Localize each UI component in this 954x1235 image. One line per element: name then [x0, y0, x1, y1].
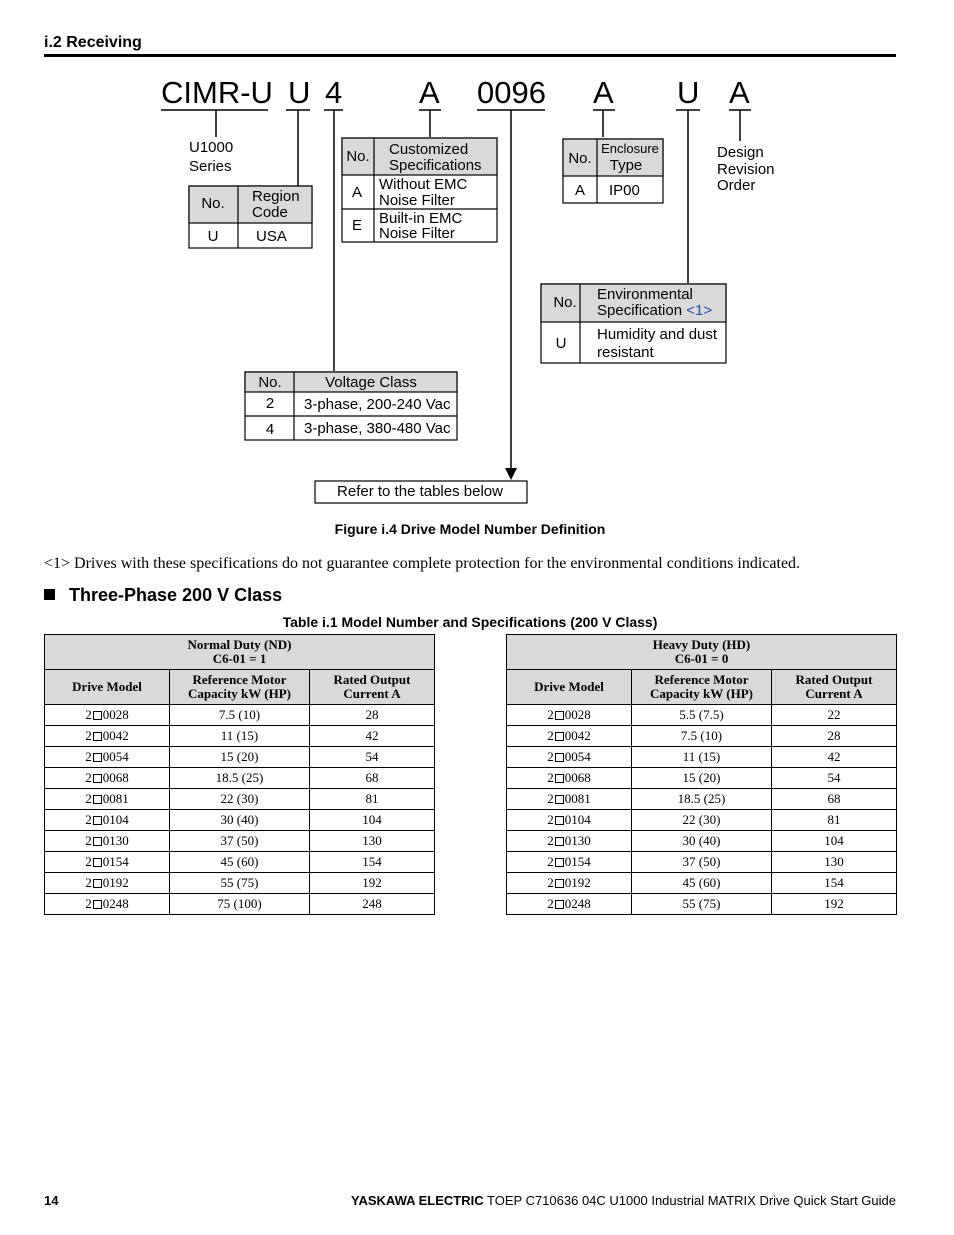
section-header: i.2 Receiving: [44, 34, 142, 51]
drive-model-cell: 2 0054: [507, 747, 632, 768]
drive-model-cell: 2 0028: [45, 705, 170, 726]
nd-col-capacity: Reference Motor Capacity kW (HP): [170, 670, 310, 705]
drive-model-cell: 2 0081: [507, 789, 632, 810]
svg-text:Enclosure: Enclosure: [601, 141, 659, 156]
svg-text:Specifications: Specifications: [389, 157, 482, 174]
placeholder-box-icon: [555, 816, 564, 825]
svg-text:Noise Filter: Noise Filter: [379, 192, 455, 209]
svg-text:A: A: [351, 184, 363, 201]
hd-group-header: Heavy Duty (HD) C6-01 = 0: [507, 635, 897, 670]
svg-text:No.: No.: [201, 195, 225, 212]
drive-model-cell: 2 0130: [45, 831, 170, 852]
design-label-3: Order: [717, 177, 756, 194]
current-cell: 192: [310, 873, 435, 894]
capacity-cell: 30 (40): [170, 810, 310, 831]
placeholder-box-icon: [555, 753, 564, 762]
table-row: [45, 789, 435, 810]
current-cell: 104: [772, 831, 897, 852]
svg-text:resistant: resistant: [597, 344, 654, 361]
placeholder-box-icon: [93, 879, 102, 888]
placeholder-box-icon: [93, 837, 102, 846]
placeholder-box-icon: [93, 795, 102, 804]
table-row: [507, 705, 897, 726]
table-row: [507, 831, 897, 852]
table-row: [507, 726, 897, 747]
current-cell: 28: [310, 705, 435, 726]
placeholder-box-icon: [93, 816, 102, 825]
code-part-environment: U: [677, 75, 700, 110]
current-cell: 130: [772, 852, 897, 873]
table-row: [45, 894, 435, 915]
svg-text:Noise Filter: Noise Filter: [379, 225, 455, 242]
drive-model-cell: 2 0104: [45, 810, 170, 831]
current-cell: 248: [310, 894, 435, 915]
capacity-cell: 5.5 (7.5): [632, 705, 772, 726]
svg-text:No.: No.: [568, 150, 592, 167]
drive-model-cell: 2 0104: [507, 810, 632, 831]
design-label-2: Revision: [717, 161, 775, 178]
svg-text:Customized: Customized: [389, 141, 469, 158]
section-title: Three-Phase 200 V Class: [44, 585, 282, 606]
table-row: [45, 852, 435, 873]
region-code-table: [189, 186, 312, 248]
drive-model-cell: 2 0192: [45, 873, 170, 894]
code-part-region: U: [288, 75, 311, 110]
current-cell: 42: [310, 726, 435, 747]
series-label-2: Series: [189, 158, 232, 175]
svg-text:Voltage Class: Voltage Class: [325, 374, 417, 391]
svg-text:3-phase, 380-480 Vac: 3-phase, 380-480 Vac: [304, 420, 451, 437]
current-cell: 104: [310, 810, 435, 831]
code-part-amps: 0096: [477, 75, 546, 110]
placeholder-box-icon: [555, 837, 564, 846]
capacity-cell: 18.5 (25): [632, 789, 772, 810]
hd-col-capacity: Reference Motor Capacity kW (HP): [632, 670, 772, 705]
capacity-cell: 75 (100): [170, 894, 310, 915]
table-row: [45, 705, 435, 726]
placeholder-box-icon: [93, 858, 102, 867]
page-number: 14: [44, 1193, 59, 1208]
current-cell: 81: [772, 810, 897, 831]
heavy-duty-table: [506, 634, 897, 915]
drive-model-cell: 2 0192: [507, 873, 632, 894]
nd-col-current: Rated Output Current A: [310, 670, 435, 705]
drive-model-cell: 2 0154: [45, 852, 170, 873]
environmental-spec-table: [541, 284, 726, 363]
section-rule: [44, 54, 896, 57]
capacity-cell: 15 (20): [170, 747, 310, 768]
svg-text:3-phase, 200-240 Vac: 3-phase, 200-240 Vac: [304, 396, 451, 413]
capacity-cell: 18.5 (25): [170, 768, 310, 789]
current-cell: 154: [310, 852, 435, 873]
svg-text:U: U: [555, 335, 567, 352]
table-row: [507, 894, 897, 915]
capacity-cell: 15 (20): [632, 768, 772, 789]
svg-text:2: 2: [265, 395, 275, 412]
capacity-cell: 55 (75): [632, 894, 772, 915]
table-row: [507, 789, 897, 810]
current-cell: 22: [772, 705, 897, 726]
capacity-cell: 11 (15): [170, 726, 310, 747]
arrow-head: [505, 468, 517, 480]
table-row: [45, 873, 435, 894]
svg-text:IP00: IP00: [609, 182, 640, 199]
current-cell: 154: [772, 873, 897, 894]
current-cell: 68: [772, 789, 897, 810]
capacity-cell: 37 (50): [170, 831, 310, 852]
capacity-cell: 45 (60): [170, 852, 310, 873]
svg-text:U: U: [207, 228, 219, 245]
current-cell: 28: [772, 726, 897, 747]
capacity-cell: 11 (15): [632, 747, 772, 768]
svg-text:Humidity and dust: Humidity and dust: [597, 326, 718, 343]
placeholder-box-icon: [93, 711, 102, 720]
svg-text:No.: No.: [258, 374, 282, 391]
nd-col-model: Drive Model: [45, 670, 170, 705]
capacity-cell: 37 (50): [632, 852, 772, 873]
placeholder-box-icon: [93, 900, 102, 909]
model-number-diagram: [0, 60, 954, 515]
square-bullet-icon: [44, 589, 55, 600]
svg-text:Code: Code: [252, 204, 288, 221]
nd-group-header: Normal Duty (ND) C6-01 = 1: [45, 635, 435, 670]
code-part-enclosure: A: [593, 75, 614, 110]
normal-duty-table: [44, 634, 435, 915]
drive-model-cell: 2 0248: [45, 894, 170, 915]
capacity-cell: 7.5 (10): [170, 705, 310, 726]
svg-text:Without EMC: Without EMC: [379, 176, 468, 193]
table-row: [507, 873, 897, 894]
footnote-ref: <1>: [686, 302, 713, 319]
placeholder-box-icon: [555, 732, 564, 741]
svg-text:Specification <1>: Specification <1>: [597, 302, 713, 319]
hd-col-current: Rated Output Current A: [772, 670, 897, 705]
table-row: [45, 810, 435, 831]
drive-model-cell: 2 0068: [45, 768, 170, 789]
placeholder-box-icon: [93, 732, 102, 741]
table-row: [507, 852, 897, 873]
footer-guide-title: YASKAWA ELECTRIC TOEP C710636 04C U1000 Industrial MATRIX Drive Quick Start Guide: [350, 1193, 896, 1208]
placeholder-box-icon: [555, 774, 564, 783]
svg-text:Environmental: Environmental: [597, 286, 693, 303]
drive-model-cell: 2 0154: [507, 852, 632, 873]
refer-box: [315, 481, 527, 503]
svg-text:No.: No.: [346, 148, 370, 165]
placeholder-box-icon: [555, 900, 564, 909]
enclosure-type-table: [563, 139, 663, 203]
capacity-cell: 45 (60): [632, 873, 772, 894]
table-row: [507, 768, 897, 789]
placeholder-box-icon: [555, 858, 564, 867]
code-part-voltage: 4: [325, 75, 343, 110]
capacity-cell: 22 (30): [632, 810, 772, 831]
capacity-cell: 7.5 (10): [632, 726, 772, 747]
table-row: [507, 747, 897, 768]
capacity-cell: 30 (40): [632, 831, 772, 852]
drive-model-cell: 2 0081: [45, 789, 170, 810]
current-cell: 54: [772, 768, 897, 789]
figure-caption: Figure i.4 Drive Model Number Definition: [334, 521, 606, 537]
drive-model-cell: 2 0068: [507, 768, 632, 789]
series-label-1: U1000: [189, 139, 234, 156]
drive-model-cell: 2 0248: [507, 894, 632, 915]
current-cell: 68: [310, 768, 435, 789]
footnote: <1> Drives with these specifications do not guarantee complete protection for the environmental conditions indicated.: [44, 555, 801, 572]
table-row: [45, 726, 435, 747]
current-cell: 54: [310, 747, 435, 768]
table-row: [45, 747, 435, 768]
table-row: [45, 831, 435, 852]
drive-model-cell: 2 0130: [507, 831, 632, 852]
capacity-cell: 22 (30): [170, 789, 310, 810]
svg-text:E: E: [351, 217, 363, 234]
code-part-design: A: [729, 75, 750, 110]
drive-model-cell: 2 0028: [507, 705, 632, 726]
placeholder-box-icon: [555, 711, 564, 720]
code-part-series: CIMR-U: [161, 75, 273, 110]
svg-text:Built-in EMC: Built-in EMC: [379, 210, 463, 227]
svg-text:Type: Type: [609, 157, 643, 174]
placeholder-box-icon: [555, 879, 564, 888]
current-cell: 42: [772, 747, 897, 768]
hd-col-model: Drive Model: [507, 670, 632, 705]
svg-text:A: A: [574, 182, 586, 199]
capacity-cell: 55 (75): [170, 873, 310, 894]
table-caption: Table i.1 Model Number and Specifications (200 V Class): [282, 614, 658, 630]
drive-model-cell: 2 0054: [45, 747, 170, 768]
drive-model-cell: 2 0042: [507, 726, 632, 747]
svg-text:No.: No.: [553, 294, 577, 311]
current-cell: 81: [310, 789, 435, 810]
drive-model-cell: 2 0042: [45, 726, 170, 747]
voltage-class-table: [245, 372, 457, 440]
design-label-1: Design: [717, 144, 764, 161]
customized-spec-table: [342, 138, 497, 242]
current-cell: 192: [772, 894, 897, 915]
code-part-custom: A: [419, 75, 440, 110]
svg-text:Refer to the tables below: Refer to the tables below: [337, 483, 503, 500]
table-row: [507, 810, 897, 831]
placeholder-box-icon: [93, 753, 102, 762]
placeholder-box-icon: [93, 774, 102, 783]
svg-text:USA: USA: [256, 228, 287, 245]
svg-text:4: 4: [265, 421, 275, 438]
current-cell: 130: [310, 831, 435, 852]
placeholder-box-icon: [555, 795, 564, 804]
table-row: [45, 768, 435, 789]
svg-text:Region: Region: [252, 188, 300, 205]
